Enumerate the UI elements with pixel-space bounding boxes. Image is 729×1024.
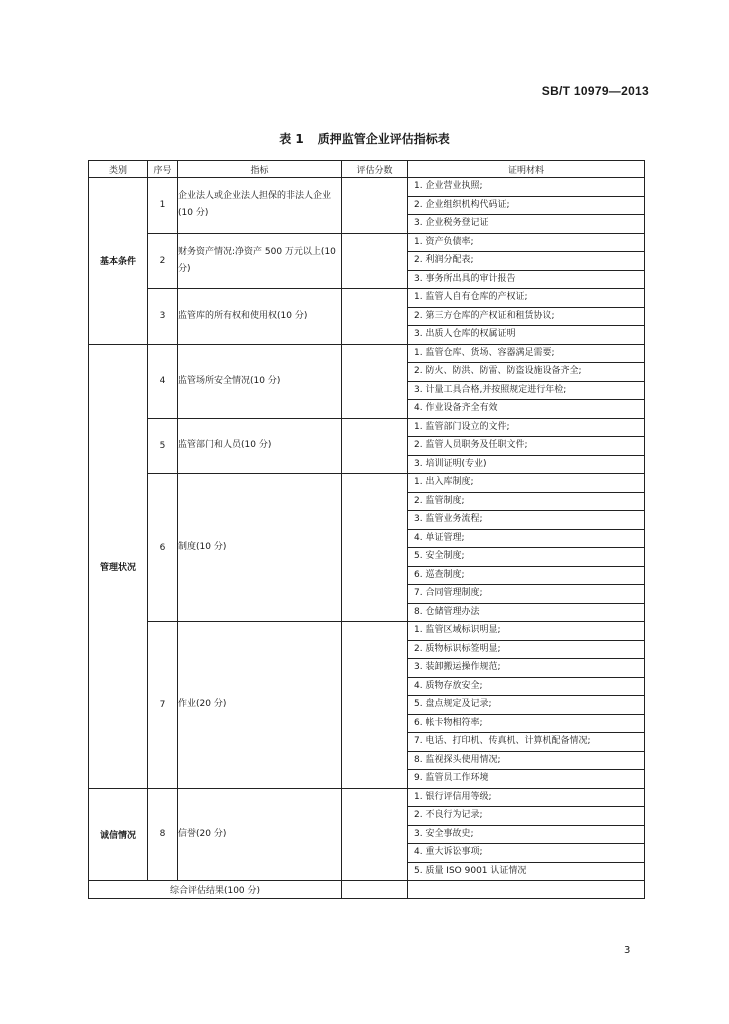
score-cell [342,289,408,345]
table-row [89,474,645,622]
evidence-line: 1. 出入库制度; [414,477,474,487]
category-basic: 基本条件 [89,178,148,345]
total-score-cell [342,881,408,899]
evidence-line: 8. 仓储管理办法 [408,603,644,622]
table-title-text: 质押监管企业评估指标表 [317,132,450,146]
score-cell [342,344,408,418]
indicator-cell: 制度(10 分) [178,474,342,622]
evidence-line: 2. 质物标识标签明显; [408,640,644,659]
evidence-line: 7. 合同管理制度; [408,584,644,603]
evidence-line: 3. 安全事故史; [408,825,644,844]
category-credit: 诚信情况 [89,788,148,881]
table-row [89,622,645,789]
evidence-line: 1. 监管区域标识明显; [414,625,501,635]
category-management: 管理状况 [89,344,148,788]
table-row [89,788,645,881]
evidence-line: 1. 监管人自有仓库的产权证; [414,292,528,302]
evidence-cell [408,788,645,881]
evidence-line: 1. 监管部门设立的文件; [414,421,510,432]
standard-code: SB/T 10979—2013 [541,84,649,98]
evidence-line: 3. 装卸搬运操作规范; [408,658,644,677]
evidence-line: 2. 监管制度; [408,492,644,511]
total-row [89,881,645,899]
indicator-cell: 财务资产情况:净资产 500 万元以上(10 分) [178,233,342,289]
evidence-line: 1. 企业营业执照; [414,181,483,191]
evidence-line: 3. 出质人仓库的权属证明 [408,325,644,344]
score-cell [342,418,408,474]
score-cell [342,178,408,234]
evidence-line: 2. 第三方仓库的产权证和租赁协议; [408,307,644,326]
evidence-line: 4. 质物存放安全; [408,677,644,696]
seq-cell: 1 [148,178,178,234]
table-title-number: 表 1 [279,132,304,146]
evidence-line: 7. 电话、打印机、传真机、计算机配备情况; [408,732,644,751]
evidence-line: 4. 单证管理; [408,529,644,548]
evidence-cell [408,474,645,622]
total-label: 综合评估结果(100 分) [89,881,342,899]
page-number: 3 [624,945,631,956]
evidence-cell [408,418,645,474]
indicator-cell: 信誉(20 分) [178,788,342,881]
table-row [89,344,645,418]
score-cell [342,622,408,789]
evidence-line: 5. 质量 ISO 9001 认证情况 [408,862,644,881]
evaluation-table [88,160,645,899]
indicator-cell: 监管库的所有权和使用权(10 分) [178,289,342,345]
evidence-cell [408,233,645,289]
evidence-line: 3. 事务所出具的审计报告 [408,270,644,289]
evidence-line: 8. 监视探头使用情况; [408,751,644,770]
evidence-line: 2. 防火、防洪、防雷、防盗设施设备齐全; [408,362,644,381]
table-row [89,418,645,474]
evidence-line: 1. 监管仓库、货场、容器满足需要; [414,347,555,358]
evidence-line: 2. 不良行为记录; [408,806,644,825]
column-header-category: 类别 [89,161,148,178]
seq-cell: 4 [148,344,178,418]
evidence-line: 6. 巡查制度; [408,566,644,585]
seq-cell: 5 [148,418,178,474]
evidence-cell [408,289,645,345]
score-cell [342,788,408,881]
indicator-cell: 企业法人或企业法人担保的非法人企业(10 分) [178,178,342,234]
seq-cell: 7 [148,622,178,789]
evidence-line: 9. 监管员工作环境 [408,769,644,788]
evidence-line: 3. 监管业务流程; [408,510,644,529]
column-header-score: 评估分数 [342,161,408,178]
evidence-cell [408,344,645,418]
seq-cell: 3 [148,289,178,345]
evidence-line: 4. 作业设备齐全有效 [408,399,644,418]
seq-cell: 8 [148,788,178,881]
indicator-cell: 监管场所安全情况(10 分) [178,344,342,418]
evidence-line: 3. 计量工具合格,并按照规定进行年检; [408,381,644,400]
evidence-line: 2. 监管人员职务及任职文件; [408,436,644,455]
evidence-line: 5. 安全制度; [408,547,644,566]
evidence-line: 1. 银行评信用等级; [414,791,492,802]
evidence-line: 2. 利润分配表; [408,251,644,270]
column-header-seq: 序号 [148,161,178,178]
table-row [89,289,645,345]
total-evidence-cell [408,881,645,899]
table-title [0,130,729,147]
column-header-indicator: 指标 [178,161,342,178]
table-row [89,233,645,289]
indicator-cell: 作业(20 分) [178,622,342,789]
evidence-line: 3. 企业税务登记证 [408,214,644,233]
evidence-line: 1. 资产负债率; [414,236,474,247]
column-header-evidence: 证明材料 [408,161,645,178]
evidence-line: 3. 培训证明(专业) [408,455,644,474]
indicator-cell: 监管部门和人员(10 分) [178,418,342,474]
score-cell [342,474,408,622]
evidence-cell [408,622,645,789]
evidence-cell [408,178,645,234]
table-row [89,178,645,234]
seq-cell: 2 [148,233,178,289]
evidence-line: 4. 重大诉讼事项; [408,843,644,862]
evidence-line: 6. 帐卡物相符率; [408,714,644,733]
evidence-line: 2. 企业组织机构代码证; [408,196,644,215]
seq-cell: 6 [148,474,178,622]
evidence-line: 5. 盘点规定及记录; [408,695,644,714]
score-cell [342,233,408,289]
header-row [89,161,645,178]
